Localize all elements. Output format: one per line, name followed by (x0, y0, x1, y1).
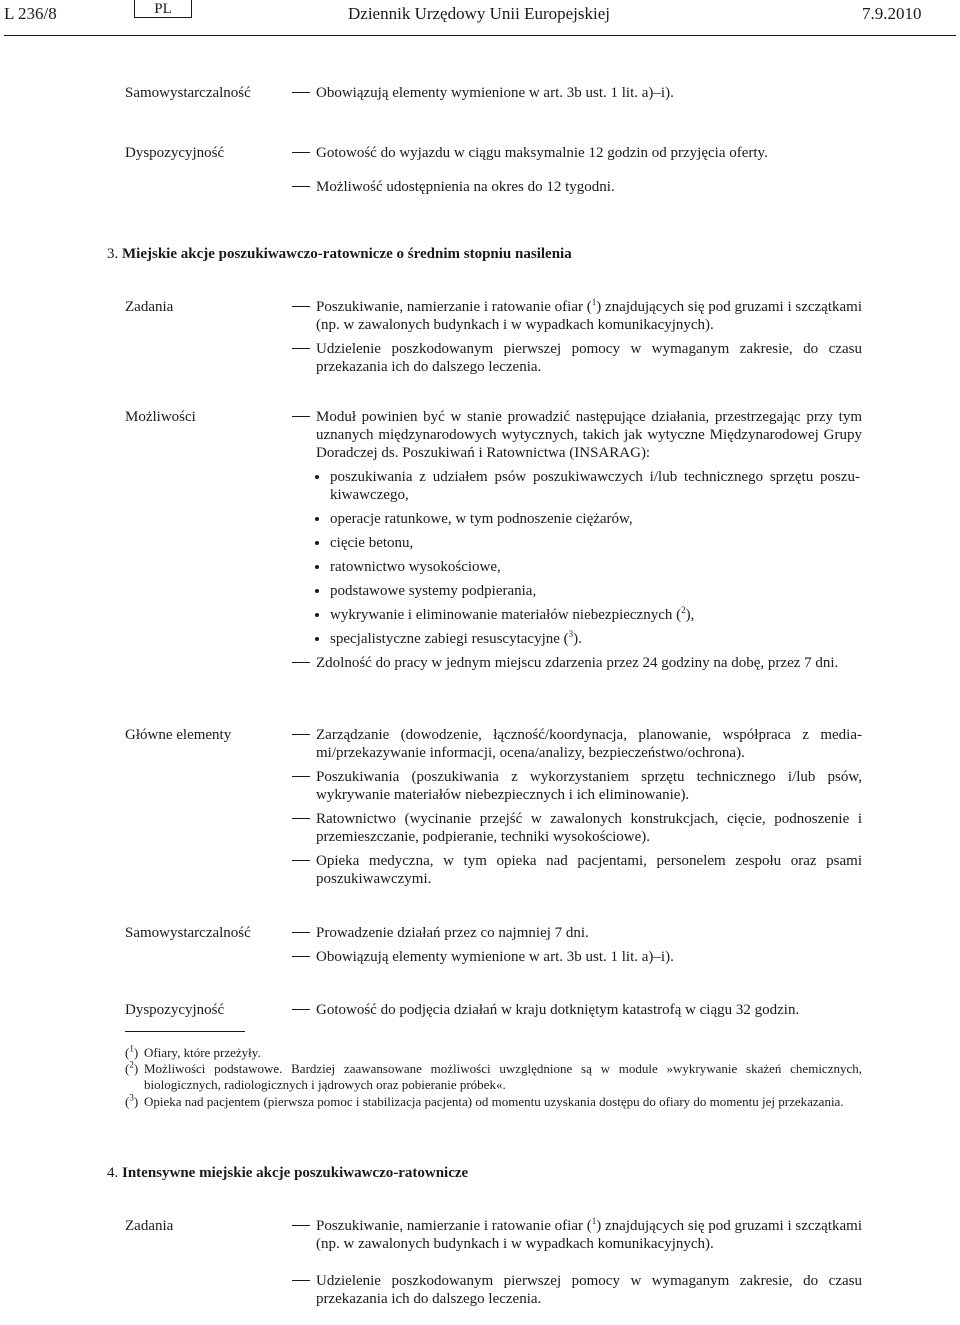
dash-marker (292, 92, 310, 93)
dash-marker (292, 152, 310, 153)
section-title-text: Intensywne miejskie akcje poszukiwawczo-ratownicze (122, 1165, 469, 1181)
list-item (292, 1217, 862, 1253)
item-text: Moduł powinien być w stanie prowadzić następujące działania, przestrzegając przy tym uznanych międzynarodowych wytycznych, takich jak wytyczne Międzynarodowej Grupy Doradczej ds. Poszukiwań i Ratownictwa (INSARAG): (316, 409, 862, 461)
item-text: Obowiązują elementy wymienione w art. 3b ust. 1 lit. a)–i). (316, 85, 674, 101)
row-label: Samowystarczalność (125, 925, 251, 941)
dash-marker (292, 734, 310, 735)
item-text: Możliwość udostępnienia na okres do 12 tygodni. (316, 179, 615, 195)
dash-marker (292, 1280, 310, 1281)
footnote-text: Ofiary, które przeżyły. (144, 1045, 261, 1060)
footnote-text: Możliwości podstawowe. Bardziej zaawansowane możliwości uwzględnione są w module »wykrywanie skażeń chemicznych, biologicznych, radiologicznych i jądrowych oraz pobieranie próbek«. (144, 1061, 862, 1092)
footnote-number: ($^2$) (125, 1059, 139, 1076)
item-text: Ratownictwo (wycinanie przejść w zawalonych konstrukcjach, cięcie, podnoszenie i przemieszczanie, podpieranie, techniki wysokościowe). (316, 811, 862, 845)
bullet-text: podstawowe systemy podpierania, (330, 583, 537, 599)
list-item (292, 144, 862, 162)
item-text: Opieka medyczna, w tym opieka nad pacjentami, personelem zespołu oraz psami poszukiwawczymi. (316, 853, 862, 887)
bullet-marker (315, 613, 319, 617)
bullet-text: wykrywanie i eliminowanie materiałów niebezpiecznych ($^2$), (330, 605, 695, 623)
header-divider (4, 35, 956, 36)
bullet-item (315, 510, 860, 528)
list-item (292, 924, 862, 942)
list-item (292, 1001, 862, 1019)
footnote-ref: 2 (681, 605, 686, 615)
list-item (292, 1272, 862, 1308)
page-header (0, 0, 960, 36)
list-item (292, 810, 862, 846)
dash-marker (292, 818, 310, 819)
footnote-ref: 1 (591, 1216, 597, 1226)
row-label: Samowystarczalność (125, 85, 251, 101)
footnote-ref: 1 (591, 297, 597, 307)
dash-marker (292, 860, 310, 861)
bullet-text: specjalistyczne zabiegi resuscytacyjne ($^3$). (330, 629, 582, 647)
list-item (292, 408, 862, 462)
section-4-title (107, 1164, 468, 1182)
item-text: Gotowość do wyjazdu w ciągu maksymalnie 12 godzin od przyjęcia oferty. (316, 145, 768, 161)
bullet-text: operacje ratunkowe, w tym podnoszenie ciężarów, (330, 511, 633, 527)
page-reference: L 236/8 (4, 4, 57, 23)
section-title-text: Miejskie akcje poszukiwawczo-ratownicze o średnim stopniu nasilenia (122, 246, 572, 262)
dash-marker (292, 1009, 310, 1010)
item-text: Zarządzanie (dowodzenie, łączność/koordynacja, planowanie, współpraca z mediami/przekazywanie informacji, ocena/analizy, bezpieczeństwo/ochrona). (316, 727, 862, 761)
bullet-marker (315, 637, 319, 641)
dash-marker (292, 932, 310, 933)
item-text: Poszukiwania (poszukiwania z wykorzystaniem sprzętu technicznego i/lub psów, wykrywanie materiałów niebezpiecznych i ich eliminowanie). (316, 769, 862, 803)
footnote (125, 1094, 862, 1110)
list-item (292, 726, 862, 762)
list-item (292, 654, 862, 672)
item-text: Prowadzenie działań przez co najmniej 7 dni. (316, 925, 589, 941)
item-text: Obowiązują elementy wymienione w art. 3b ust. 1 lit. a)–i). (316, 949, 674, 965)
section-3-title (107, 245, 572, 263)
dash-marker (292, 776, 310, 777)
bullet-marker (315, 541, 319, 545)
bullet-marker (315, 589, 319, 593)
publication-date: 7.9.2010 (862, 4, 922, 23)
dash-marker (292, 956, 310, 957)
bullet-item (315, 534, 860, 552)
item-text: Udzielenie poszkodowanym pierwszej pomocy w wymaganym zakresie, do czasu przekazania ich do dalszego leczenia. (316, 341, 862, 375)
bullet-item (315, 630, 860, 648)
section-number: 4. (107, 1165, 119, 1181)
bullet-text: ratownictwo wysokościowe, (330, 559, 501, 575)
bullet-item (315, 558, 860, 576)
footnote-number: ($^1$) (125, 1043, 139, 1060)
bullet-item (315, 582, 860, 600)
bullet-marker (315, 517, 319, 521)
row-label: Główne elementy (125, 727, 232, 743)
item-text: Poszukiwanie, namierzanie i ratowanie ofiar ($^1$) znajdujących się pod gruzami i szczątkami (np. w zawalonych budynkach i w wypadkach komunikacyjnych). (316, 1216, 862, 1252)
bullet-marker (315, 565, 319, 569)
item-text: Zdolność do pracy w jednym miejscu zdarzenia przez 24 godziny na dobę, przez 7 dni. (316, 655, 839, 671)
footnote-divider (125, 1031, 245, 1032)
row-label: Możliwości (125, 409, 196, 425)
dash-marker (292, 186, 310, 187)
footnote (125, 1061, 862, 1093)
row-label: Zadania (125, 1218, 174, 1234)
list-item (292, 340, 862, 376)
list-item (292, 178, 862, 196)
footnote-ref: 3 (568, 629, 574, 639)
row-label: Dyspozycyjność (125, 1002, 225, 1018)
footnote-text: Opieka nad pacjentem (pierwsza pomoc i stabilizacja pacjenta) od momentu uzyskania dostępu do ofiary do momentu jej przekazania. (144, 1094, 844, 1109)
dash-marker (292, 662, 310, 663)
bullet-item (315, 468, 860, 504)
bullet-text: cięcie betonu, (330, 535, 414, 551)
item-text: Gotowość do podjęcia działań w kraju dotkniętym katastrofą w ciągu 32 godzin. (316, 1002, 800, 1018)
bullet-text: poszukiwania z udziałem psów poszukiwawczych i/lub technicznego sprzętu poszukiwawczego, (330, 469, 860, 503)
dash-marker (292, 306, 310, 307)
footnote-number: ($^3$) (125, 1092, 139, 1109)
journal-title: Dziennik Urzędowy Unii Europejskiej (348, 4, 611, 23)
row-label: Zadania (125, 299, 174, 315)
dash-marker (292, 1225, 310, 1226)
list-item (292, 852, 862, 888)
list-item (292, 768, 862, 804)
item-text: Poszukiwanie, namierzanie i ratowanie ofiar ($^1$) znajdujących się pod gruzami i szczątkami (np. w zawalonych budynkach i w wypadkach komunikacyjnych). (316, 297, 862, 333)
list-item (292, 84, 862, 102)
bullet-marker (315, 475, 319, 479)
list-item (292, 298, 862, 334)
language-badge: PL (134, 0, 192, 18)
item-text: Udzielenie poszkodowanym pierwszej pomocy w wymaganym zakresie, do czasu przekazania ich do dalszego leczenia. (316, 1273, 862, 1307)
list-item (292, 948, 862, 966)
footnote (125, 1045, 862, 1061)
bullet-item (315, 606, 860, 624)
section-number: 3. (107, 246, 119, 262)
dash-marker (292, 416, 310, 417)
row-label: Dyspozycyjność (125, 145, 225, 161)
dash-marker (292, 348, 310, 349)
